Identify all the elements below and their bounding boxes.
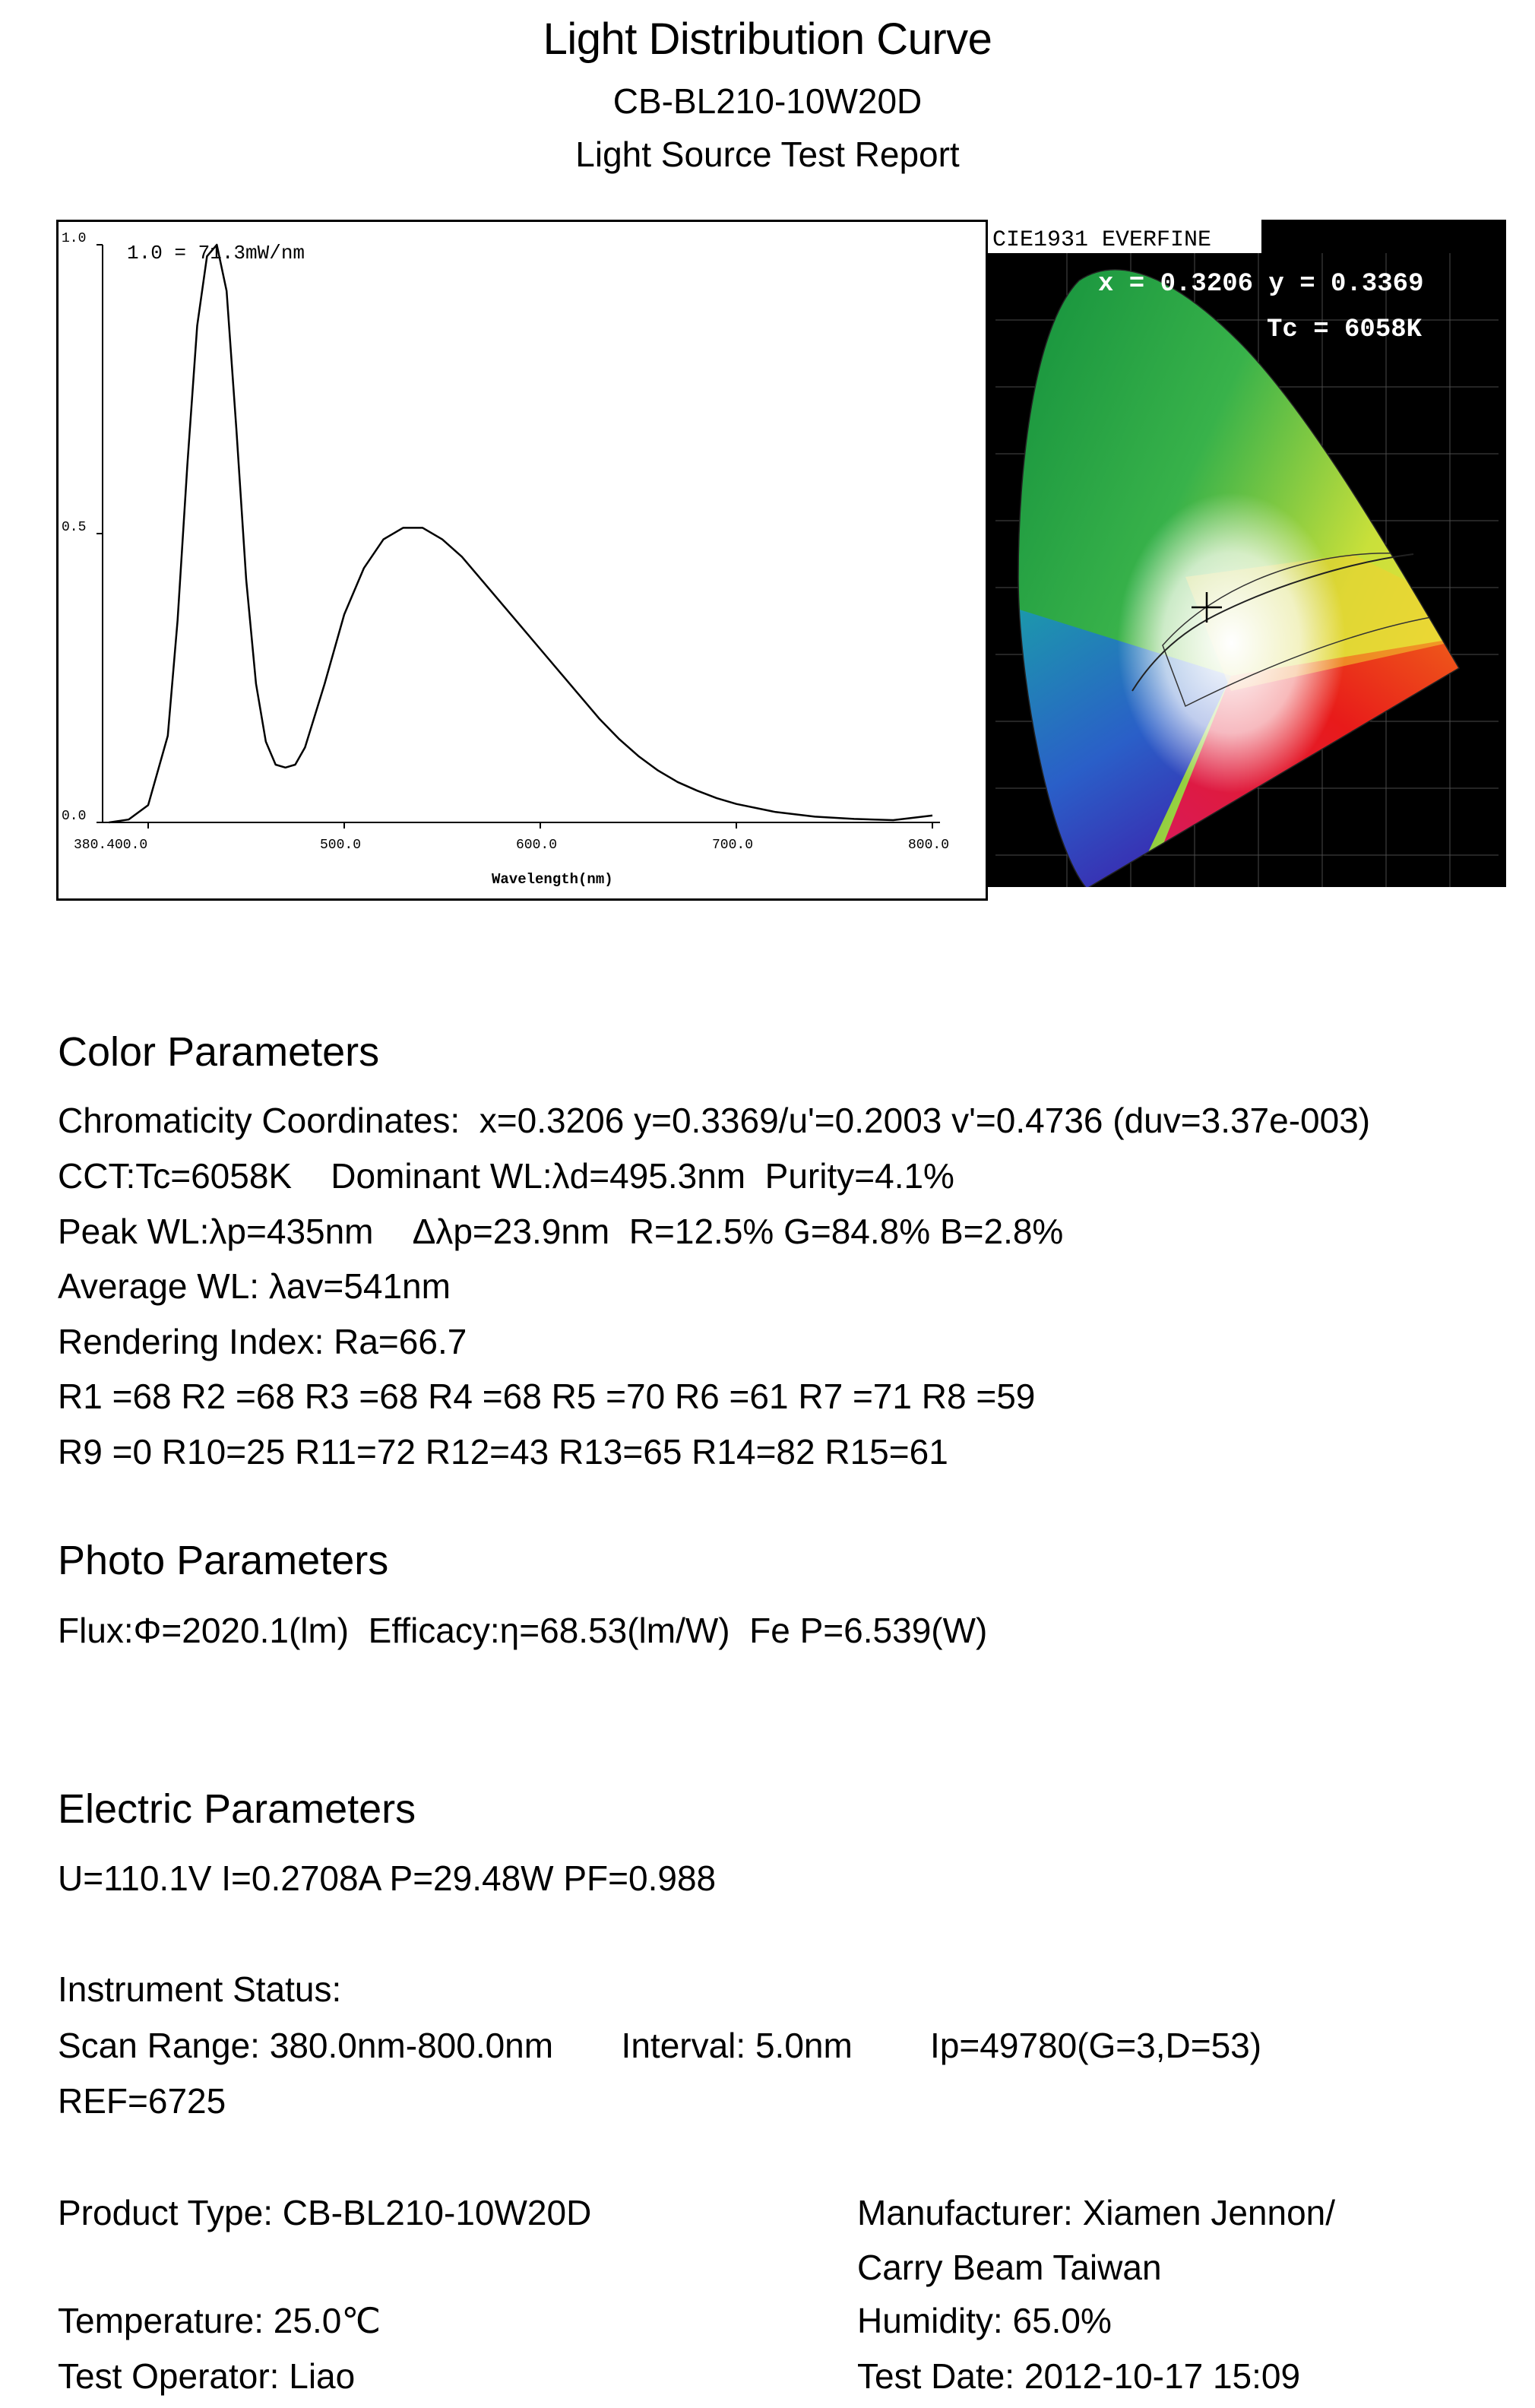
x-tick-label: 500.0 bbox=[320, 838, 362, 853]
page-title: Light Distribution Curve bbox=[543, 14, 992, 64]
cie-svg bbox=[988, 220, 1506, 902]
cct-line: CCT:Tc=6058K Dominant WL:λd=495.3nm Purity=4.1% bbox=[58, 1156, 954, 1196]
electric-line: U=110.1V I=0.2708A P=29.48W PF=0.988 bbox=[58, 1858, 717, 1898]
y-tick-label: 1.0 bbox=[62, 231, 87, 246]
manufacturer: Manufacturer: Xiamen Jennon/ bbox=[857, 2193, 1336, 2232]
x-tick-label: 600.0 bbox=[516, 838, 558, 853]
peak-wl-line: Peak WL:λp=435nm Δλp=23.9nm R=12.5% G=84.8% B=2.8% bbox=[58, 1212, 1064, 1251]
cie-horseshoe bbox=[988, 220, 1506, 902]
manufacturer-continued: Carry Beam Taiwan bbox=[857, 2248, 1162, 2287]
cie-tc: Tc = 6058K bbox=[1267, 315, 1423, 344]
scale-note: 1.0 = 71.3mW/nm bbox=[127, 242, 305, 265]
instrument-heading: Instrument Status: bbox=[58, 1969, 342, 2009]
scan-range-line: Scan Range: 380.0nm-800.0nm Interval: 5.0nm Ip=49780(G=3,D=53) bbox=[58, 2026, 1262, 2065]
photo-line: Flux:Φ=2020.1(lm) Efficacy:η=68.53(lm/W) Fe P=6.539(W) bbox=[58, 1611, 988, 1650]
x-tick-label: 380.400.0 bbox=[74, 838, 148, 853]
model-subtitle: CB-BL210-10W20D bbox=[612, 81, 923, 121]
spectrum-svg bbox=[59, 222, 986, 898]
product-type: Product Type: CB-BL210-10W20D bbox=[58, 2193, 592, 2232]
r9-r15-line: R9 =0 R10=25 R11=72 R12=43 R13=65 R14=82 R15=61 bbox=[58, 1432, 948, 1472]
x-axis-label: Wavelength(nm) bbox=[492, 871, 613, 888]
x-tick-label: 800.0 bbox=[908, 838, 950, 853]
cie-brand: CIE1931 EVERFINE bbox=[992, 227, 1212, 253]
r1-r8-line: R1 =68 R2 =68 R3 =68 R4 =68 R5 =70 R6 =61 R7 =71 R8 =59 bbox=[58, 1377, 1036, 1416]
humidity: Humidity: 65.0% bbox=[857, 2301, 1112, 2340]
spectrum-chart bbox=[56, 220, 988, 901]
electric-parameters-heading: Electric Parameters bbox=[58, 1786, 416, 1832]
average-wl-line: Average WL: λav=541nm bbox=[58, 1266, 451, 1306]
color-parameters-heading: Color Parameters bbox=[58, 1029, 380, 1075]
y-tick-label: 0.0 bbox=[62, 809, 87, 824]
photo-parameters-heading: Photo Parameters bbox=[58, 1538, 389, 1583]
chromaticity-line: Chromaticity Coordinates: x=0.3206 y=0.3369/u'=0.2003 v'=0.4736 (duv=3.37e-003) bbox=[58, 1101, 1371, 1140]
cie-xy: x = 0.3206 y = 0.3369 bbox=[1098, 270, 1424, 299]
y-tick-label: 0.5 bbox=[62, 520, 87, 535]
ref-line: REF=6725 bbox=[58, 2081, 226, 2121]
test-date: Test Date: 2012-10-17 15:09 bbox=[857, 2356, 1301, 2396]
temperature: Temperature: 25.0℃ bbox=[58, 2301, 381, 2340]
x-tick-label: 700.0 bbox=[712, 838, 754, 853]
cie-diagram bbox=[988, 220, 1506, 902]
test-operator: Test Operator: Liao bbox=[58, 2356, 356, 2396]
report-subtitle: Light Source Test Report bbox=[575, 135, 960, 174]
rendering-index-line: Rendering Index: Ra=66.7 bbox=[58, 1322, 467, 1361]
spectrum-series-line bbox=[109, 245, 932, 822]
